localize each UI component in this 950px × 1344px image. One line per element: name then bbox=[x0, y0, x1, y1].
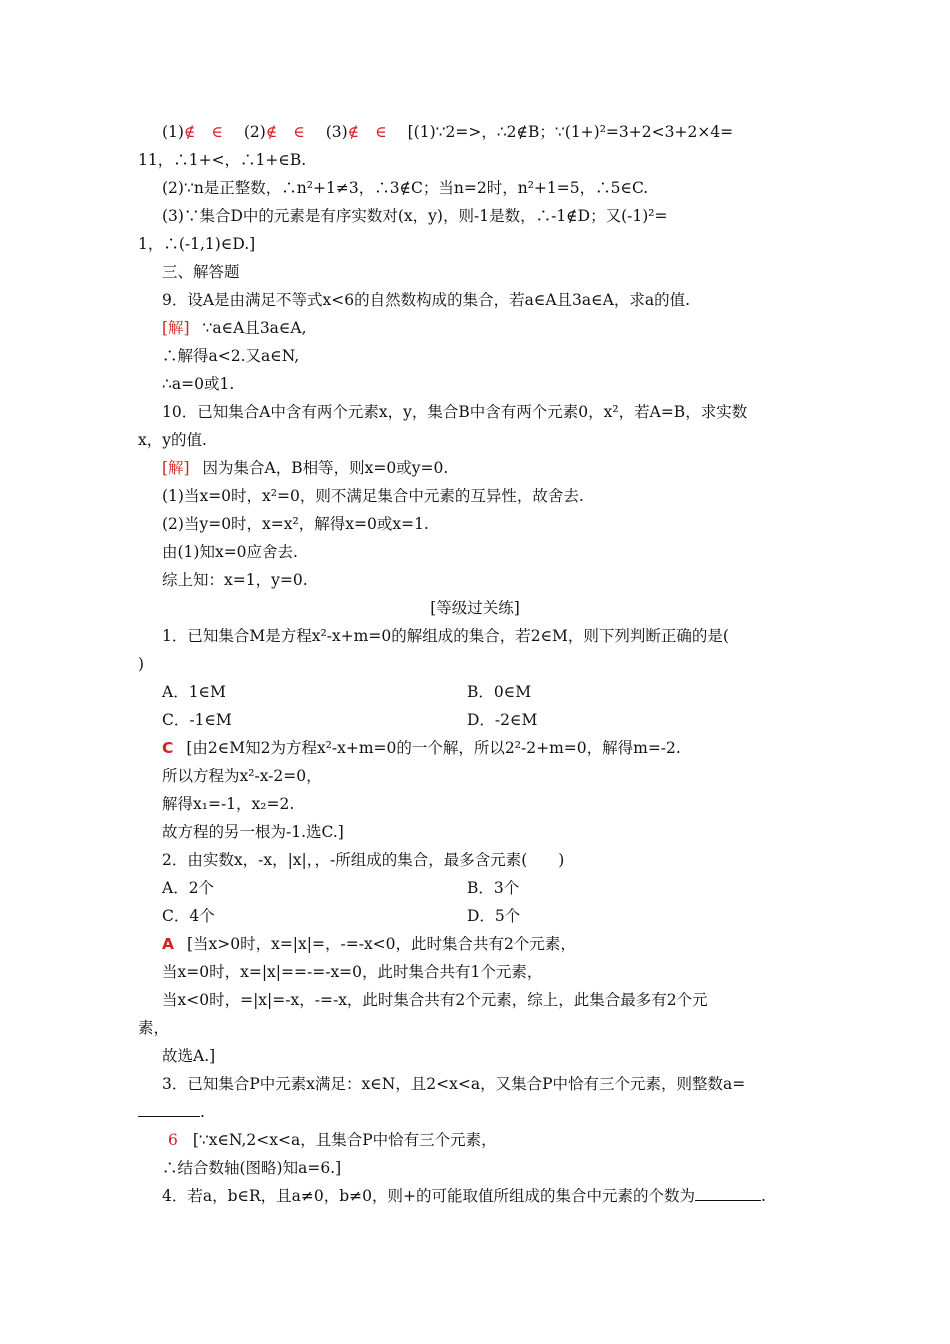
text-line: 综上知：x=1，y=0. bbox=[162, 571, 308, 589]
option-c: C．-1∈M bbox=[162, 711, 232, 729]
text-line: ) bbox=[138, 655, 145, 673]
question-10: 10．已知集合A中含有两个元素x，y，集合B中含有两个元素0，x²，若A=B，求实数 bbox=[162, 403, 748, 421]
option-b: B．0∈M bbox=[467, 683, 532, 701]
text-line: 当x=0时，x=|x|==-=-x=0，此时集合共有1个元素， bbox=[162, 963, 543, 981]
answer-letter: C bbox=[162, 739, 174, 757]
option-a: A．2个 bbox=[162, 879, 215, 897]
answer-line-8 bbox=[162, 121, 733, 143]
solution-line: [解] ∵a∈A且3a∈A, bbox=[162, 319, 307, 337]
answer-letter: A bbox=[162, 935, 174, 953]
text-line: 11，∴1+<，∴1+∈B. bbox=[138, 151, 307, 169]
text-line: 素， bbox=[138, 1019, 170, 1037]
part-2-label: (2) bbox=[243, 123, 266, 141]
part-1-label: (1) bbox=[162, 123, 184, 141]
text-line: 由(1)知x=0应舍去. bbox=[162, 543, 298, 561]
text-line: 故选A.] bbox=[162, 1047, 216, 1065]
option-d: D．5个 bbox=[467, 907, 521, 925]
text-line: (2)当y=0时，x=x²，解得x=0或x=1. bbox=[162, 515, 429, 533]
text-line: 故方程的另一根为-1.选C.] bbox=[162, 823, 344, 841]
part-3-label: (3) bbox=[325, 123, 348, 141]
question-1: 1．已知集合M是方程x²-x+m=0的解组成的集合，若2∈M，则下列判断正确的是( bbox=[162, 627, 729, 645]
answer-symbol: ∈ bbox=[293, 123, 305, 141]
text-line: 解得x₁=-1，x₂=2. bbox=[162, 795, 295, 813]
text-line: x，y的值. bbox=[138, 431, 207, 449]
answer-symbol: ∉ bbox=[347, 123, 360, 141]
text-line: (2)∵n是正整数，∴n²+1≠3，∴3∉C；当n=2时，n²+1=5，∴5∈C. bbox=[162, 179, 649, 197]
answer-symbol: ∈ bbox=[375, 123, 387, 141]
solution-tag: [解] bbox=[162, 319, 190, 337]
text-line: ∴解得a<2.又a∈N, bbox=[162, 347, 300, 365]
answer-blank[interactable] bbox=[138, 1102, 200, 1117]
option-a: A．1∈M bbox=[162, 683, 226, 701]
text-line: 所以方程为x²-x-2=0， bbox=[162, 767, 322, 785]
answer-line: 6 [∵x∈N,2<x<a，且集合P中恰有三个元素， bbox=[168, 1131, 497, 1149]
answer-blank[interactable] bbox=[695, 1186, 761, 1201]
answer-symbol: ∈ bbox=[211, 123, 223, 141]
text-line: (3)∵集合D中的元素是有序实数对(x，y)，则-1是数，∴-1∉D；又(-1)²= bbox=[162, 207, 668, 225]
question-4: 4．若a，b∈R，且a≠0，b≠0，则+的可能取值所组成的集合中元素的个数为 . bbox=[162, 1187, 766, 1205]
answer-line: C [由2∈M知2为方程x²-x+m=0的一个解，所以2²-2+m=0，解得m=-2. bbox=[162, 739, 681, 757]
answer-line: A [当x>0时，x=|x|=，-=-x<0，此时集合共有2个元素， bbox=[162, 935, 576, 953]
section-heading: 三、解答题 bbox=[162, 263, 240, 281]
solution-line: [解] 因为集合A，B相等，则x=0或y=0. bbox=[162, 459, 449, 477]
text-line: (1)当x=0时，x²=0，则不满足集合中元素的互异性，故舍去. bbox=[162, 487, 584, 505]
text-line: ∴结合数轴(图略)知a=6.] bbox=[162, 1159, 342, 1177]
question-3: 3．已知集合P中元素x满足：x∈N，且2<x<a，又集合P中恰有三个元素，则整数a= bbox=[162, 1075, 746, 1093]
question-2: 2．由实数x，-x，|x|，，-所组成的集合，最多含元素( ) bbox=[162, 851, 565, 869]
answer-symbol: ∉ bbox=[265, 123, 278, 141]
fill-in-line: . bbox=[138, 1101, 205, 1123]
answer-symbol: ∉ bbox=[183, 123, 196, 141]
text-line: 当x<0时，=|x|=-x，-=-x，此时集合共有2个元素，综上，此集合最多有2个元 bbox=[162, 991, 708, 1009]
text-line: ∴a=0或1. bbox=[162, 375, 235, 393]
text-line: 1，∴(-1,1)∈D.] bbox=[138, 235, 256, 253]
option-c: C．4个 bbox=[162, 907, 215, 925]
explanation-text: [(1)∵2=>，∴2∉B；∵(1+)²=3+2<3+2×4= bbox=[407, 123, 734, 141]
answer-value: 6 bbox=[168, 1131, 178, 1149]
option-d: D．-2∈M bbox=[467, 711, 538, 729]
option-b: B．3个 bbox=[467, 879, 520, 897]
section-heading: [等级过关练] bbox=[430, 599, 520, 617]
question-9: 9．设A是由满足不等式x<6的自然数构成的集合，若a∈A且3a∈A，求a的值. bbox=[162, 291, 690, 309]
solution-tag: [解] bbox=[162, 459, 190, 477]
